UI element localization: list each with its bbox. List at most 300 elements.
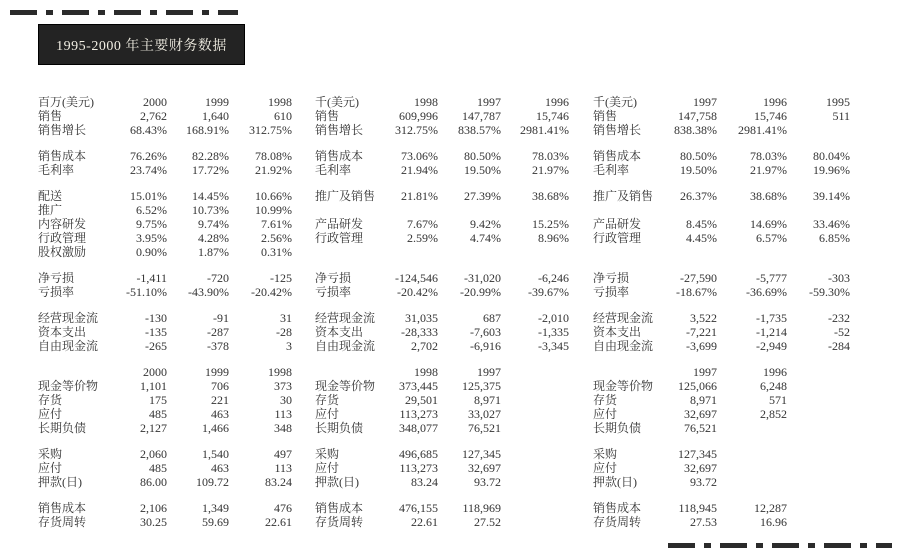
cell-value: -59.30% (809, 285, 850, 299)
page-title: 1995-2000 年主要财务数据 (56, 38, 227, 54)
spacer-row (38, 259, 292, 271)
cell-value (501, 421, 569, 435)
row-label: 千(美元) (315, 95, 359, 109)
table-row (38, 311, 292, 325)
cell-value: 118,969 (462, 501, 501, 515)
table-row (315, 325, 569, 339)
cell-value: 9.75% (136, 217, 167, 231)
row-label: 毛利率 (315, 163, 352, 177)
cell-value: 21.97% (532, 163, 569, 177)
cell-value: -232 (828, 311, 850, 325)
table-row (38, 189, 292, 203)
cell-value (438, 203, 501, 217)
table-row (593, 203, 850, 217)
cell-value: -1,735 (756, 311, 787, 325)
cell-value: 27.53 (690, 515, 717, 529)
row-label: 存货 (315, 393, 340, 407)
cell-value (501, 515, 569, 529)
table-row (593, 447, 850, 461)
row-label: 亏损率 (315, 285, 352, 299)
table-row (315, 245, 569, 259)
spacer-cell (38, 259, 292, 271)
row-label: 产品研发 (315, 217, 364, 231)
row-label: 净亏损 (315, 271, 352, 285)
row-label: 行政管理 (315, 231, 364, 245)
cell-value (787, 461, 850, 475)
cell-value: 1996 (763, 365, 787, 379)
spacer-row (593, 435, 850, 447)
cell-value: 2,127 (140, 421, 167, 435)
table-row (593, 461, 850, 475)
cell-value: -1,411 (136, 271, 167, 285)
cell-value: 610 (274, 109, 292, 123)
cell-value: 1997 (693, 365, 717, 379)
row-label: 行政管理 (38, 231, 87, 245)
spacer-row (38, 435, 292, 447)
cell-value (787, 447, 850, 461)
cell-value: 8.96% (538, 231, 569, 245)
cell-value (717, 461, 787, 475)
cell-value: 838.38% (674, 123, 717, 137)
cell-value: 147,758 (678, 109, 717, 123)
cell-value: 2,106 (140, 501, 167, 515)
table-row (315, 461, 569, 475)
spacer-row (315, 137, 569, 149)
row-label: 销售成本 (315, 149, 364, 163)
cell-value (717, 447, 787, 461)
cell-value: 38.68% (750, 189, 787, 203)
spacer-row (38, 353, 292, 365)
cell-value: -91 (213, 311, 229, 325)
table-row (593, 149, 850, 163)
row-label: 销售增长 (315, 123, 364, 137)
cell-value: 4.28% (198, 231, 229, 245)
table-row (593, 365, 850, 379)
cell-value: 8,971 (690, 393, 717, 407)
row-label: 存货 (593, 393, 618, 407)
cell-value: 3.95% (136, 231, 167, 245)
table-row (593, 407, 850, 421)
table-row (593, 421, 850, 435)
row-label: 存货周转 (315, 515, 364, 529)
cell-value: 12,287 (754, 501, 787, 515)
spacer-cell (38, 489, 292, 501)
row-label: 销售 (315, 109, 340, 123)
cell-value: -303 (828, 271, 850, 285)
table-row (38, 379, 292, 393)
cell-value (501, 379, 569, 393)
row-label: 推广 (38, 203, 63, 217)
table-row (315, 421, 569, 435)
row-label: 押款(日) (315, 475, 359, 489)
cell-value: 348,077 (399, 421, 438, 435)
cell-value: 33,027 (468, 407, 501, 421)
row-label: 百万(美元) (38, 95, 94, 109)
cell-value: 838.57% (458, 123, 501, 137)
cell-value: 78.08% (255, 149, 292, 163)
spacer-cell (593, 259, 850, 271)
table-row (593, 285, 850, 299)
spacer-row (38, 489, 292, 501)
spacer-row (593, 489, 850, 501)
cell-value: 113 (274, 407, 292, 421)
cell-value: 2000 (143, 95, 167, 109)
cell-value: 485 (149, 407, 167, 421)
table-row (315, 285, 569, 299)
cell-value: -124,546 (395, 271, 438, 285)
row-label: 销售增长 (38, 123, 87, 137)
cell-value (787, 475, 850, 489)
cell-value: 6.52% (136, 203, 167, 217)
table-row (315, 95, 569, 109)
cell-value: 38.68% (532, 189, 569, 203)
spacer-row (315, 299, 569, 311)
cell-value: -31,020 (464, 271, 501, 285)
table-row (315, 149, 569, 163)
spacer-row (593, 353, 850, 365)
cell-value: 30.25 (140, 515, 167, 529)
cell-value: -287 (207, 325, 229, 339)
cell-value: -36.69% (746, 285, 787, 299)
row-label (315, 245, 391, 259)
spacer-row (593, 299, 850, 311)
cell-value: 76,521 (468, 421, 501, 435)
table-row (38, 109, 292, 123)
spacer-cell (315, 489, 569, 501)
cell-value: 22.61 (265, 515, 292, 529)
cell-value: -6,916 (470, 339, 501, 353)
cell-value (717, 475, 787, 489)
spacer-row (38, 299, 292, 311)
cell-value: 113 (274, 461, 292, 475)
cell-value: 10.66% (255, 189, 292, 203)
spacer-cell (593, 137, 850, 149)
cell-value: -265 (145, 339, 167, 353)
table-row (38, 123, 292, 137)
spacer-cell (593, 435, 850, 447)
spacer-cell (315, 299, 569, 311)
cell-value: 32,697 (684, 461, 717, 475)
cell-value (501, 203, 569, 217)
cell-value: 571 (769, 393, 787, 407)
spacer-row (593, 259, 850, 271)
cell-value (501, 461, 569, 475)
cell-value: 118,945 (678, 501, 717, 515)
cell-value: 168.91% (186, 123, 229, 137)
cell-value: 82.28% (192, 149, 229, 163)
row-label: 资本支出 (38, 325, 87, 339)
cell-value: 373,445 (399, 379, 438, 393)
table-row (315, 217, 569, 231)
cell-value: 1998 (268, 365, 292, 379)
table-row (593, 393, 850, 407)
cell-value: 83.24 (411, 475, 438, 489)
row-label: 自由现金流 (315, 339, 376, 353)
cell-value (787, 245, 850, 259)
row-label: 千(美元) (593, 95, 637, 109)
row-label: 毛利率 (38, 163, 75, 177)
spacer-row (315, 177, 569, 189)
row-label: 销售增长 (593, 123, 642, 137)
cell-value (787, 379, 850, 393)
cell-value: 9.42% (470, 217, 501, 231)
row-label (593, 245, 665, 259)
table-row (38, 203, 292, 217)
cell-value: 2,702 (411, 339, 438, 353)
table-row (38, 95, 292, 109)
row-label: 销售成本 (593, 501, 642, 515)
cell-value (438, 245, 501, 259)
cell-value: 15.25% (532, 217, 569, 231)
cell-value: -39.67% (528, 285, 569, 299)
table-row (315, 379, 569, 393)
cell-value: 27.52 (474, 515, 501, 529)
cell-value: 30 (280, 393, 292, 407)
row-label: 应付 (315, 407, 340, 421)
cell-value: 221 (211, 393, 229, 407)
cell-value: 76.26% (130, 149, 167, 163)
table-row (38, 393, 292, 407)
cell-value: 29,501 (405, 393, 438, 407)
row-label: 销售 (38, 109, 63, 123)
cell-value: 496,685 (399, 447, 438, 461)
row-label (315, 203, 391, 217)
cell-value: -52 (834, 325, 850, 339)
cell-value: -135 (145, 325, 167, 339)
cell-value: 2,060 (140, 447, 167, 461)
cell-value: 706 (211, 379, 229, 393)
row-label: 长期负债 (38, 421, 87, 435)
cell-value: 6,248 (760, 379, 787, 393)
cell-value: 0.90% (136, 245, 167, 259)
table-row (315, 231, 569, 245)
cell-value: 113,273 (399, 461, 438, 475)
cell-value: 9.74% (198, 217, 229, 231)
cell-value: 463 (211, 461, 229, 475)
cell-value: 3,522 (690, 311, 717, 325)
cell-value: 6.85% (819, 231, 850, 245)
cell-value: 21.92% (255, 163, 292, 177)
table-row (593, 271, 850, 285)
cell-value: 373 (274, 379, 292, 393)
table-row (593, 217, 850, 231)
row-label: 押款(日) (38, 475, 82, 489)
cell-value: 1,640 (202, 109, 229, 123)
cell-value: -20.42% (251, 285, 292, 299)
cell-value: 609,996 (399, 109, 438, 123)
row-label: 现金等价物 (315, 379, 376, 393)
row-label: 自由现金流 (38, 339, 99, 353)
spacer-row (38, 177, 292, 189)
row-label: 资本支出 (593, 325, 642, 339)
table-row (593, 109, 850, 123)
cell-value: 497 (274, 447, 292, 461)
row-label: 推广及销售 (593, 189, 654, 203)
cell-value: 1998 (414, 95, 438, 109)
cell-value: 312.75% (249, 123, 292, 137)
table-row (593, 515, 850, 529)
row-label: 推广及销售 (315, 189, 376, 203)
bottom-dash-rule (668, 543, 892, 548)
cell-value: 32,697 (468, 461, 501, 475)
table-row (315, 311, 569, 325)
cell-value: -5,777 (756, 271, 787, 285)
cell-value (787, 203, 850, 217)
spacer-row (38, 137, 292, 149)
row-label: 配送 (38, 189, 63, 203)
row-label: 应付 (38, 407, 63, 421)
cell-value: -720 (207, 271, 229, 285)
table-row (315, 365, 569, 379)
row-label: 押款(日) (593, 475, 637, 489)
table-row (315, 475, 569, 489)
row-label: 长期负债 (315, 421, 364, 435)
row-label: 应付 (593, 461, 618, 475)
spacer-row (315, 435, 569, 447)
cell-value (501, 393, 569, 407)
row-label: 净亏损 (593, 271, 630, 285)
cell-value: -7,603 (470, 325, 501, 339)
cell-value (787, 393, 850, 407)
spacer-cell (315, 353, 569, 365)
cell-value: 476 (274, 501, 292, 515)
cell-value: -51.10% (126, 285, 167, 299)
cell-value: 2.59% (407, 231, 438, 245)
cell-value: 463 (211, 407, 229, 421)
cell-value: 93.72 (474, 475, 501, 489)
table-row (38, 245, 292, 259)
row-label: 股权激励 (38, 245, 87, 259)
cell-value: 59.69 (202, 515, 229, 529)
row-label: 经营现金流 (593, 311, 654, 325)
cell-value: 2981.41% (520, 123, 569, 137)
row-label: 净亏损 (38, 271, 75, 285)
cell-value (665, 245, 717, 259)
spacer-cell (315, 435, 569, 447)
table-row (38, 365, 292, 379)
cell-value: 14.45% (192, 189, 229, 203)
cell-value: 2.56% (261, 231, 292, 245)
cell-value: 1995 (826, 95, 850, 109)
row-label: 应付 (38, 461, 63, 475)
spacer-cell (38, 137, 292, 149)
cell-value (787, 123, 850, 137)
cell-value: 80.50% (464, 149, 501, 163)
row-label: 销售 (593, 109, 618, 123)
cell-value: 1996 (763, 95, 787, 109)
cell-value: 86.00 (140, 475, 167, 489)
cell-value: -130 (145, 311, 167, 325)
cell-value: -2,949 (756, 339, 787, 353)
table-row (593, 501, 850, 515)
row-label: 应付 (593, 407, 618, 421)
cell-value (787, 365, 850, 379)
table-row (38, 339, 292, 353)
row-label: 自由现金流 (593, 339, 654, 353)
cell-value: 109.72 (196, 475, 229, 489)
cell-value: 485 (149, 461, 167, 475)
cell-value: 1,466 (202, 421, 229, 435)
cell-value: 21.94% (401, 163, 438, 177)
cell-value: 8,971 (474, 393, 501, 407)
table-row (38, 461, 292, 475)
cell-value: 19.96% (813, 163, 850, 177)
spacer-cell (593, 489, 850, 501)
table-row (315, 393, 569, 407)
cell-value (501, 475, 569, 489)
cell-value: -18.67% (676, 285, 717, 299)
cell-value: 31,035 (405, 311, 438, 325)
row-label: 现金等价物 (593, 379, 654, 393)
table-row (38, 475, 292, 489)
cell-value (501, 407, 569, 421)
cell-value: 7.67% (407, 217, 438, 231)
cell-value (787, 501, 850, 515)
cell-value (391, 203, 438, 217)
cell-value: -27,590 (680, 271, 717, 285)
table-row (38, 447, 292, 461)
cell-value: 1997 (477, 365, 501, 379)
cell-value: -3,699 (686, 339, 717, 353)
table-row (315, 109, 569, 123)
spacer-cell (38, 299, 292, 311)
cell-value: 14.69% (750, 217, 787, 231)
cell-value: 80.50% (680, 149, 717, 163)
cell-value: 21.97% (750, 163, 787, 177)
cell-value: 10.73% (192, 203, 229, 217)
cell-value: -2,010 (538, 311, 569, 325)
table-row (315, 447, 569, 461)
top-dash-rule (10, 10, 238, 15)
table-row (38, 163, 292, 177)
cell-value: 27.39% (464, 189, 501, 203)
spacer-cell (315, 259, 569, 271)
cell-value: 1997 (693, 95, 717, 109)
cell-value: 1,101 (140, 379, 167, 393)
cell-value: 1999 (205, 365, 229, 379)
financial-table-thousands-usd-98-96 (315, 95, 569, 529)
table-row (315, 123, 569, 137)
cell-value: 16.96 (760, 515, 787, 529)
row-label: 亏损率 (38, 285, 75, 299)
spacer-cell (38, 435, 292, 447)
row-label: 毛利率 (593, 163, 630, 177)
table-row (315, 501, 569, 515)
financial-table-thousands-usd-97-95 (593, 95, 850, 529)
cell-value: 17.72% (192, 163, 229, 177)
cell-value: 19.50% (464, 163, 501, 177)
cell-value (665, 203, 717, 217)
spacer-cell (38, 177, 292, 189)
cell-value: 687 (483, 311, 501, 325)
table-row (593, 311, 850, 325)
cell-value: 1998 (268, 95, 292, 109)
cell-value: 1999 (205, 95, 229, 109)
table-row (38, 149, 292, 163)
cell-value: -378 (207, 339, 229, 353)
spacer-cell (593, 353, 850, 365)
table-row (593, 245, 850, 259)
cell-value: 76,521 (684, 421, 717, 435)
cell-value: 2,762 (140, 109, 167, 123)
table-row (315, 271, 569, 285)
table-row (593, 475, 850, 489)
table-row (315, 203, 569, 217)
table-row (315, 339, 569, 353)
cell-value: 31 (280, 311, 292, 325)
spacer-row (593, 137, 850, 149)
cell-value: 22.61 (411, 515, 438, 529)
